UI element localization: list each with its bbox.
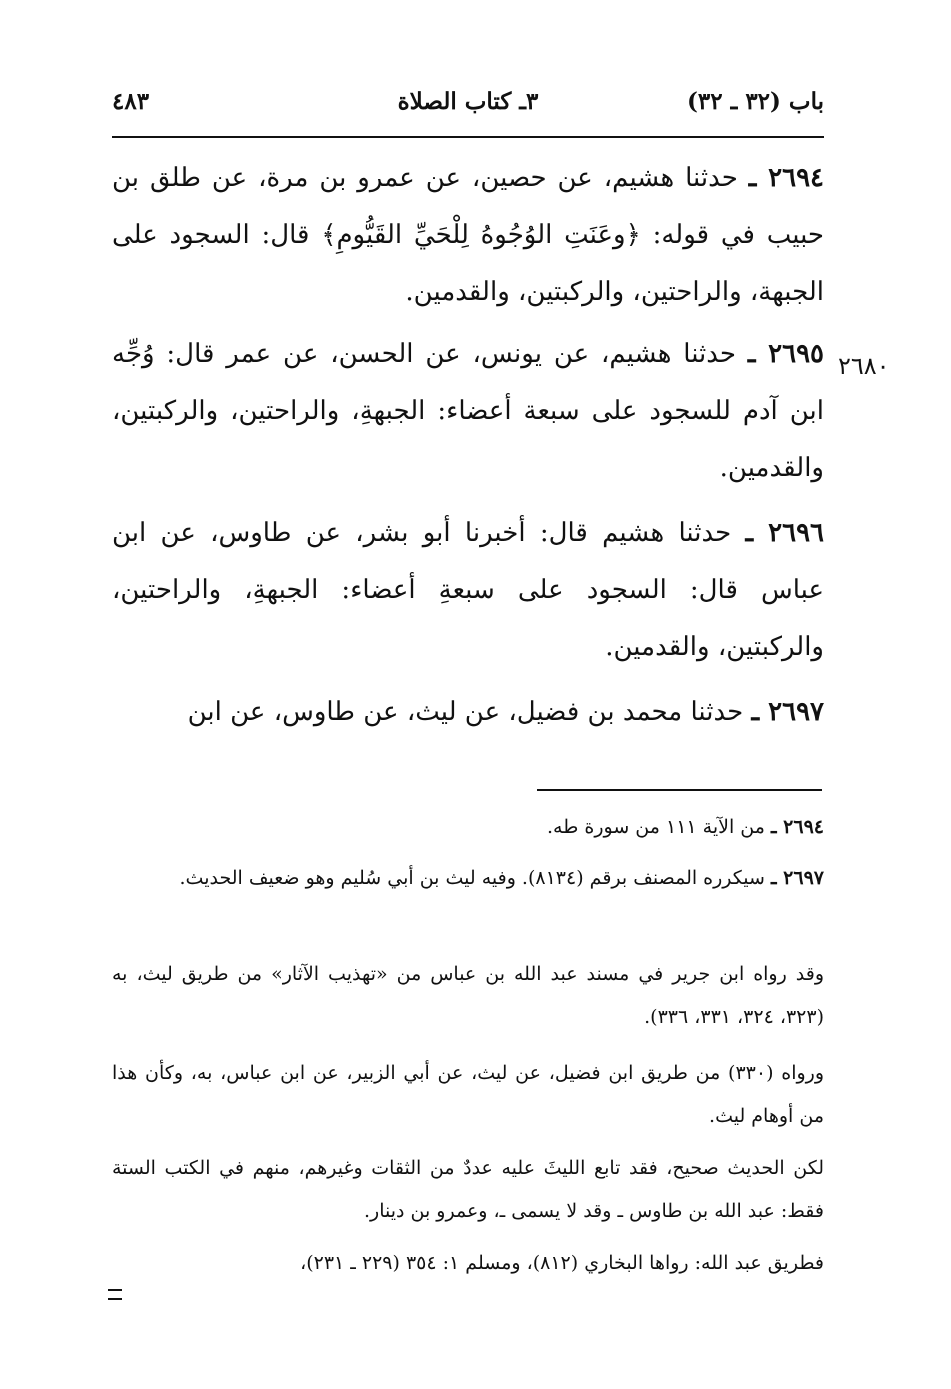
footnote-2694 xyxy=(112,806,824,849)
running-header xyxy=(112,82,824,126)
footnote-text: ورواه (٣٣٠) من طريق ابن فضيل، عن ليث، عن أبي الزبير، عن ابن عباس، به، وكأن هذا من أوهام ليث. xyxy=(112,1062,824,1127)
chapter-heading: باب (٣٢ ـ ٣٢) xyxy=(686,88,824,115)
page-number: ٤٨٣ xyxy=(112,88,150,115)
footnote-paragraph xyxy=(112,1242,824,1285)
hadith-number: ٢٦٩٤ ـ xyxy=(748,163,824,193)
hadith-text: حدثنا هشيم، عن يونس، عن الحسن، عن عمر قال: وُجِّه ابن آدم للسجود على سبعة أعضاء: الجبهةِ، والراحتين، والركبتين، والقدمين. xyxy=(112,339,824,483)
hadith-number: ٢٦٩٥ ـ xyxy=(747,339,824,369)
book-title: ٣ـ كتاب الصلاة xyxy=(397,88,539,115)
hadith-text: حدثنا محمد بن فضيل، عن ليث، عن طاوس، عن ابن xyxy=(187,697,752,727)
footnote-text: لكن الحديث صحيح، فقد تابع الليثَ عليه عددٌ من الثقات وغيرهم، منهم في الكتب الستة فقط: عبد الله بن طاوس ـ وقد لا يسمى ـ، وعمرو بن دينار. xyxy=(112,1157,824,1222)
hadith-2696 xyxy=(112,505,824,676)
footnote-number: ٢٦٩٧ ـ xyxy=(770,867,824,889)
footnote-paragraph xyxy=(112,1147,824,1233)
footnote-text: سيكرره المصنف برقم (٨١٣٤). وفيه ليث بن أبي سُليم وهو ضعيف الحديث. xyxy=(179,867,771,889)
footnote-text: فطريق عبد الله: رواها البخاري (٨١٢)، ومسلم ١: ٣٥٤ (٢٢٩ ـ ٢٣١)، xyxy=(300,1252,824,1274)
footnote-separator xyxy=(537,789,822,791)
footnote-paragraph xyxy=(112,953,824,1039)
continuation-mark xyxy=(108,1289,122,1300)
footnote-number: ٢٦٩٤ ـ xyxy=(770,816,824,838)
footnote-paragraph xyxy=(112,1052,824,1138)
hadith-2694 xyxy=(112,150,824,321)
footnote-2697 xyxy=(112,857,824,900)
margin-cross-reference-number: ٢٦٨٠ xyxy=(838,352,890,380)
hadith-text: حدثنا هشيم قال: أخبرنا أبو بشر، عن طاوس، عن ابن عباس قال: السجود على سبعةِ أعضاء: الجبهةِ، والراحتين، والركبتين، والقدمين. xyxy=(112,518,824,662)
hadith-text: حدثنا هشيم، عن حصين، عن عمرو بن مرة، عن طلق بن حبيب في قوله: ﴿وعَنَتِ الوُجُوهُ لِلْحَيِّ القَيُّومِ﴾ قال: السجود على الجبهة، والراحتين، والركبتين، والقدمين. xyxy=(112,163,824,307)
header-rule xyxy=(112,136,824,138)
footnote-text: من الآية ١١١ من سورة طه. xyxy=(547,816,771,838)
hadith-number: ٢٦٩٦ ـ xyxy=(745,518,824,548)
hadith-2697 xyxy=(112,684,824,741)
hadith-number: ٢٦٩٧ ـ xyxy=(751,697,824,727)
hadith-2695 xyxy=(112,326,824,497)
footnote-text: وقد رواه ابن جرير في مسند عبد الله بن عباس من «تهذيب الآثار» من طريق ليث، به (٣٢٣، ٣٢٤، ٣٣١، ٣٣٦). xyxy=(112,963,824,1028)
